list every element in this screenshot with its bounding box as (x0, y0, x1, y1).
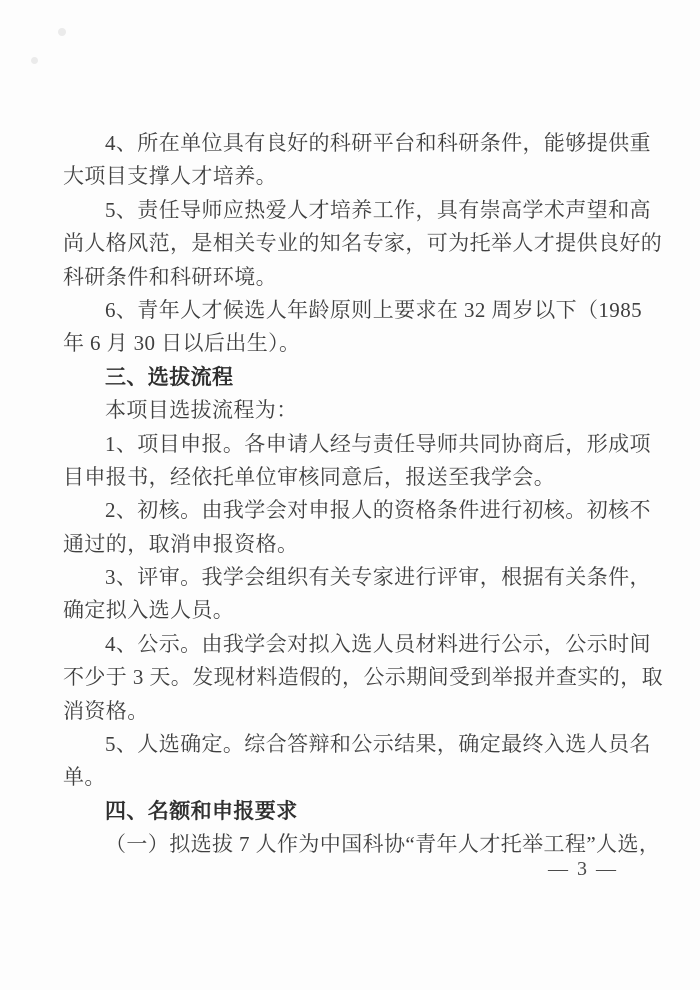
paragraph-line: 科研条件和科研环境。 (63, 264, 277, 289)
paragraph-line: 尚人格风范，是相关专业的知名专家，可为托举人才提供良好的 (63, 231, 663, 256)
scan-artifact-dot (31, 57, 38, 64)
paragraph-line: 单。 (63, 765, 106, 790)
paragraph-line: 5、责任导师应热爱人才培养工作，具有崇高学术声望和高 (105, 197, 651, 222)
section-heading-quota-requirements: 四、名额和申报要求 (105, 799, 298, 823)
paragraph-line: 本项目选拔流程为： (105, 398, 298, 423)
paragraph-line: 1、项目申报。各申请人经与责任导师共同协商后，形成项 (105, 431, 651, 456)
paragraph-line: 大项目支撑人才培养。 (63, 164, 277, 189)
paragraph-line: 2、初核。由我学会对申报人的资格条件进行初核。初核不 (105, 498, 651, 523)
paragraph-line: 4、公示。由我学会对拟入选人员材料进行公示，公示时间 (105, 631, 651, 656)
paragraph-line: （一）拟选拔 7 人作为中国科协“青年人才托举工程”人选， (105, 832, 661, 857)
paragraph-line: 通过的，取消申报资格。 (63, 531, 299, 556)
paragraph-line: 5、人选确定。综合答辩和公示结果，确定最终入选人员名 (105, 732, 651, 757)
page-number: — 3 — (548, 858, 618, 880)
paragraph-line: 4、所在单位具有良好的科研平台和科研条件，能够提供重 (105, 131, 651, 155)
paragraph-line: 目申报书，经依托单位审核同意后，报送至我学会。 (63, 464, 556, 489)
paragraph-line: 消资格。 (63, 698, 149, 723)
paragraph-line: 不少于 3 天。发现材料造假的，公示期间受到举报并查实的，取 (63, 665, 663, 690)
paragraph-line: 确定拟入选人员。 (63, 598, 235, 623)
document-body (63, 127, 663, 862)
scan-artifact-dot (58, 28, 66, 36)
paragraph-line: 3、评审。我学会组织有关专家进行评审，根据有关条件， (105, 565, 651, 590)
paragraph-line: 年 6 月 30 日以后出生）。 (63, 331, 301, 356)
section-heading-selection-process: 三、选拔流程 (105, 365, 234, 389)
paragraph-line: 6、青年人才候选人年龄原则上要求在 32 周岁以下（1985 (105, 297, 642, 322)
